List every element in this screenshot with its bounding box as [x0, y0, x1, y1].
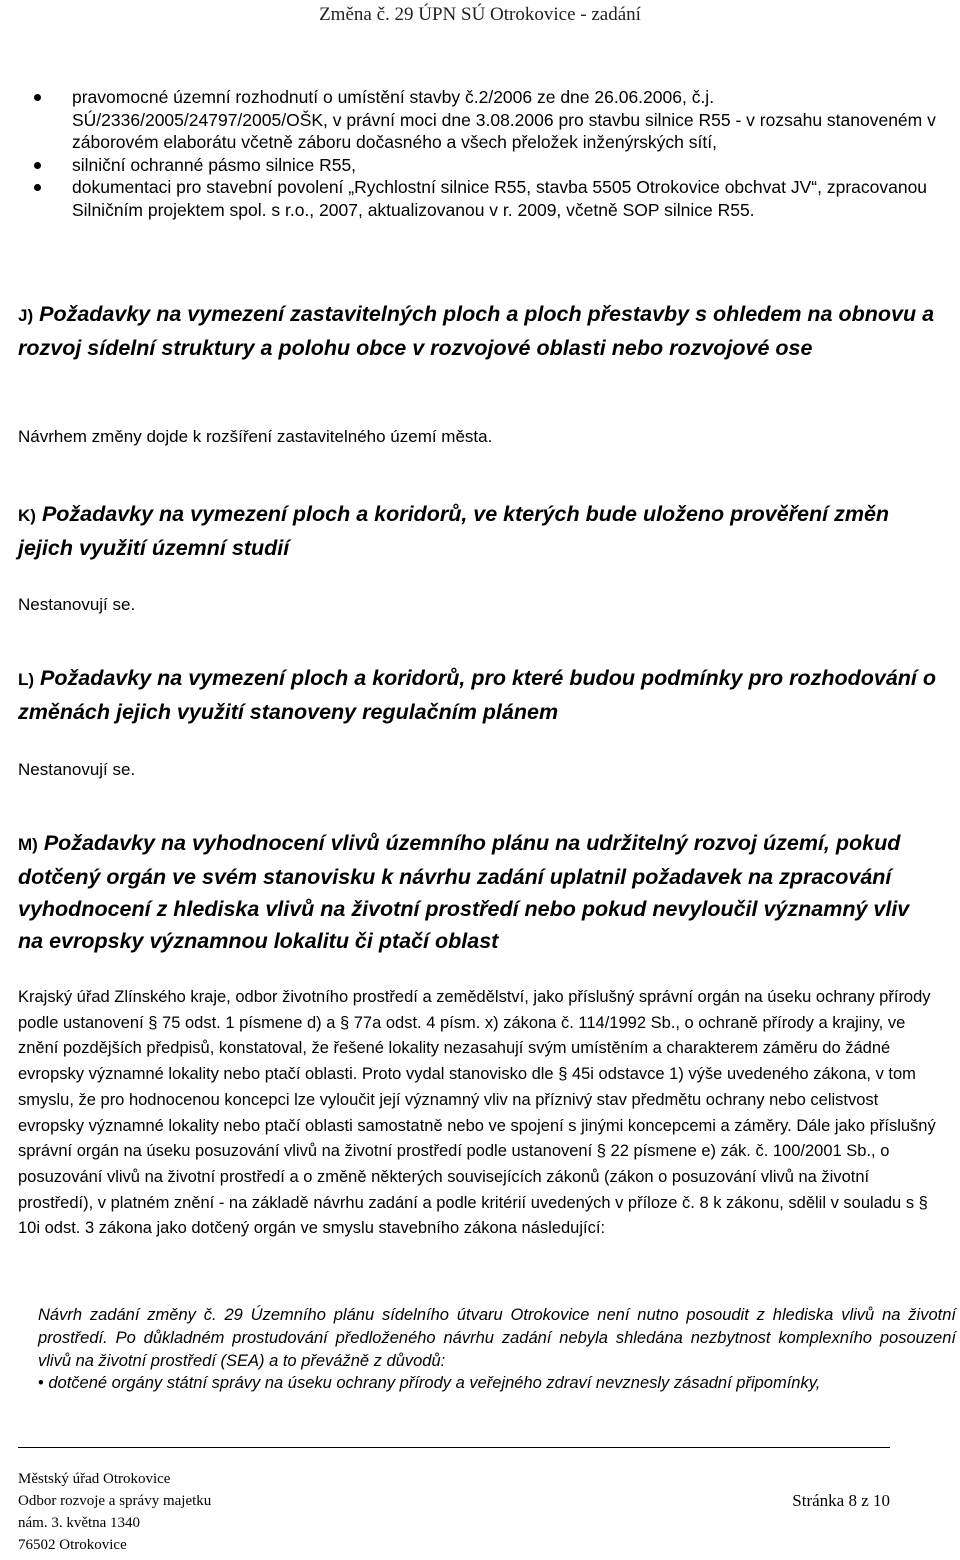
footer-street: nám. 3. května 1340	[18, 1515, 141, 1531]
requirements-list	[30, 86, 940, 221]
page-footer	[18, 1468, 890, 1556]
section-letter: K)	[18, 506, 36, 525]
section-title: Požadavky na vymezení ploch a koridorů, pro které budou podmínky pro rozhodování o změnách jejich využití stanoveny regulačním plánem	[18, 666, 937, 724]
list-item: silniční ochranné pásmo silnice R55,	[30, 154, 940, 177]
section-l-text: Nestanovují se.	[18, 760, 136, 779]
section-title: Požadavky na vyhodnocení vlivů územního plánu na udržitelný rozvoj území, pokud dotčený orgán ve svém stanovisku k návrhu zadání uplatnil požadavek na zpracování vyhodnocení z hlediska vlivů na životní prostředí nebo pokud nevyloučil významný vliv na evropsky významnou lokalitu či ptačí oblast	[18, 831, 910, 953]
section-title: Požadavky na vymezení ploch a koridorů, ve kterých bude uloženo prověření změn jejich využití územní studií	[18, 502, 890, 560]
section-letter: M)	[18, 835, 38, 854]
footer-divider	[18, 1447, 890, 1448]
page-header: Změna č. 29 ÚPN SÚ Otrokovice - zadání	[319, 4, 641, 25]
footer-office: Městský úřad Otrokovice	[18, 1471, 171, 1487]
quoted-statement	[38, 1304, 956, 1395]
statement-paragraph: Krajský úřad Zlínského kraje, odbor životního prostředí a zemědělství, jako příslušný správní orgán na úseku ochrany přírody podle ustanovení § 75 odst. 1 písmene d) a § 77a odst. 4 písm. x) zákona č. 114/1992 Sb., o ochraně přírody a krajiny, ve znění pozdějších předpisů, konstatoval, že řešené lokality nezasahují svým umístěním a charakterem záměru do žádné evropsky významné lokality nebo ptačí oblasti. Proto vydal stanovisko dle § 45i odstavce 1) výše uvedeného zákona, v tom smyslu, že pro hodnocenou koncepci lze vyloučit její významný vliv na příznivý stav předmětu ochrany nebo celistvost evropsky významné lokality nebo ptačí oblasti samostatně nebo ve spojení s jinými koncepcemi a záměry. Dále jako příslušný správní orgán na úseku posuzování vlivů na životní prostředí podle ustanovení § 22 písmene e) zák. č. 100/2001 Sb., o posuzování vlivů na životní prostředí a o změně některých souvisejících zákonů (zákon o posuzování vlivů na životní prostředí), v platném znění - na základě návrhu zadání a podle kritérií uvedených v příloze č. 8 k zákonu, sdělil v souladu s § 10i odst. 3 zákona jako dotčený orgán ve smyslu stavebního zákona následující:	[18, 988, 936, 1238]
footer-city: 76502 Otrokovice	[18, 1537, 127, 1553]
section-k-heading	[18, 498, 938, 564]
footer-department: Odbor rozvoje a správy majetku	[18, 1493, 212, 1509]
section-j-text: Návrhem změny dojde k rozšíření zastavitelného území města.	[18, 427, 493, 446]
quoted-text: Návrh zadání změny č. 29 Územního plánu sídelního útvaru Otrokovice není nutno posoudit z hlediska vlivů na životní prostředí. Po důkladném prostudování předloženého návrhu zadání nebyla shledána nezbytnost komplexního posouzení vlivů na životní prostředí (SEA) a to převážně z důvodů:	[38, 1306, 956, 1370]
page-number: Stránka 8 z 10	[792, 1491, 890, 1510]
section-m-heading	[18, 827, 938, 957]
list-item: dokumentaci pro stavební povolení „Rychlostní silnice R55, stavba 5505 Otrokovice obchvat JV“, zpracovanou Silničním projektem spol. s r.o., 2007, aktualizovanou v r. 2009, včetně SOP silnice R55.	[30, 176, 940, 221]
section-title: Požadavky na vymezení zastavitelných ploch a ploch přestavby s ohledem na obnovu a rozvoj sídelní struktury a polohu obce v rozvojové oblasti nebo rozvojové ose	[18, 302, 935, 360]
list-item: pravomocné územní rozhodnutí o umístění stavby č.2/2006 ze dne 26.06.2006, č.j. SÚ/2336/2005/24797/2005/OŠK, v právní moci dne 3.08.2006 pro stavbu silnice R55 - v rozsahu stanoveném v záborovém elaborátu včetně záboru dočasného a všech přeložek inženýrských sítí,	[30, 86, 940, 154]
section-k-text: Nestanovují se.	[18, 595, 136, 614]
section-j-heading	[18, 298, 938, 364]
section-letter: L)	[18, 670, 35, 689]
section-l-heading	[18, 662, 938, 728]
quoted-bullet: • dotčené orgány státní správy na úseku ochrany přírody a veřejného zdraví nevznesly zásadní připomínky,	[38, 1372, 956, 1395]
section-letter: J)	[18, 306, 34, 325]
